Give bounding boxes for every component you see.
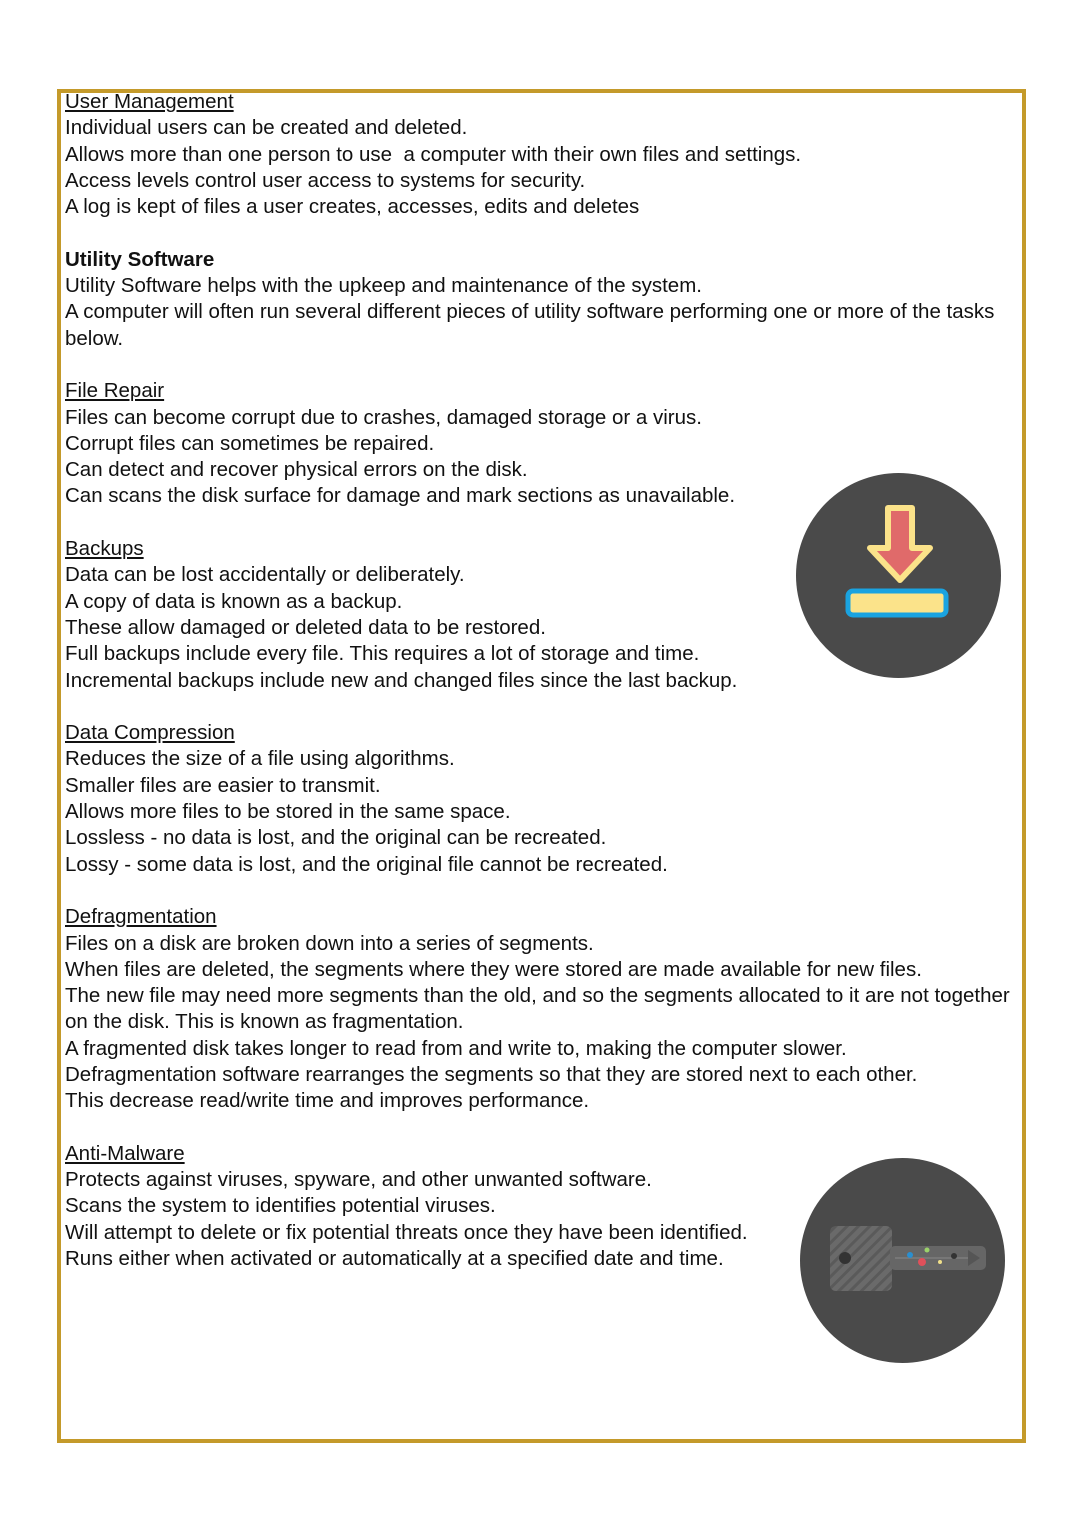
section-heading: Data Compression [65, 721, 235, 745]
text-line: Can scans the disk surface for damage and mark sections as unavailable. [65, 484, 736, 508]
text-line: Can detect and recover physical errors on the disk. [65, 458, 528, 482]
section-user-management [65, 89, 1015, 220]
text-line: Protects against viruses, spyware, and other unwanted software. [65, 1168, 652, 1192]
section-heading: Backups [65, 537, 144, 561]
text-line: Files can become corrupt due to crashes, damaged storage or a virus. [65, 405, 702, 429]
section-heading: Anti-Malware [65, 1141, 185, 1165]
section-utility-software [65, 247, 1015, 352]
section-defragmentation [65, 904, 1015, 1114]
text-line: A fragmented disk takes longer to read from and write to, making the computer slower. [65, 1036, 847, 1060]
text-line: Runs either when activated or automatically at a specified date and time. [65, 1247, 724, 1271]
text-line: Will attempt to delete or fix potential threats once they have been identified. [65, 1220, 748, 1244]
text-line: Full backups include every file. This requires a lot of storage and time. [65, 642, 700, 666]
section-heading: User Management [65, 90, 234, 113]
download-icon [796, 473, 1001, 678]
text-line: Scans the system to identifies potential viruses. [65, 1194, 496, 1218]
text-line: Smaller files are easier to transmit. [65, 773, 381, 797]
text-line: A copy of data is known as a backup. [65, 589, 403, 613]
text-line: Corrupt files can sometimes be repaired. [65, 431, 435, 455]
section-heading: Defragmentation [65, 905, 217, 929]
key-icon [800, 1158, 1005, 1363]
text-line: Access levels control user access to systems for security. [65, 168, 586, 192]
text-line: Files on a disk are broken down into a series of segments. [65, 931, 594, 955]
section-heading: Utility Software [65, 247, 215, 271]
text-line: Utility Software helps with the upkeep and maintenance of the system. [65, 274, 702, 298]
text-line: These allow damaged or deleted data to be restored. [65, 615, 546, 639]
text-line: Lossy - some data is lost, and the original file cannot be recreated. [65, 852, 668, 876]
text-line: The new file may need more segments than the old, and so the segments allocated to it are not together on the disk. This is known as fragmentation. [65, 984, 1016, 1034]
text-line: Allows more than one person to use a computer with their own files and settings. [65, 142, 802, 166]
text-line: Data can be lost accidentally or deliberately. [65, 563, 465, 587]
document-body [65, 89, 1015, 1299]
section-data-compression [65, 720, 1015, 878]
section-heading: File Repair [65, 379, 165, 403]
text-line: Defragmentation software rearranges the segments so that they are stored next to each other. [65, 1062, 918, 1086]
text-line: A computer will often run several different pieces of utility software performing one or more of the tasks below. [65, 300, 1001, 350]
text-line: Individual users can be created and deleted. [65, 116, 468, 140]
text-line: Reduces the size of a file using algorithms. [65, 747, 455, 771]
text-line: Incremental backups include new and changed files since the last backup. [65, 668, 738, 692]
text-line: A log is kept of files a user creates, accesses, edits and deletes [65, 195, 640, 219]
text-line: Lossless - no data is lost, and the original can be recreated. [65, 826, 607, 850]
text-line: Allows more files to be stored in the same space. [65, 800, 511, 824]
text-line: When files are deleted, the segments where they were stored are made available for new files. [65, 957, 922, 981]
text-line: This decrease read/write time and improves performance. [65, 1089, 590, 1113]
